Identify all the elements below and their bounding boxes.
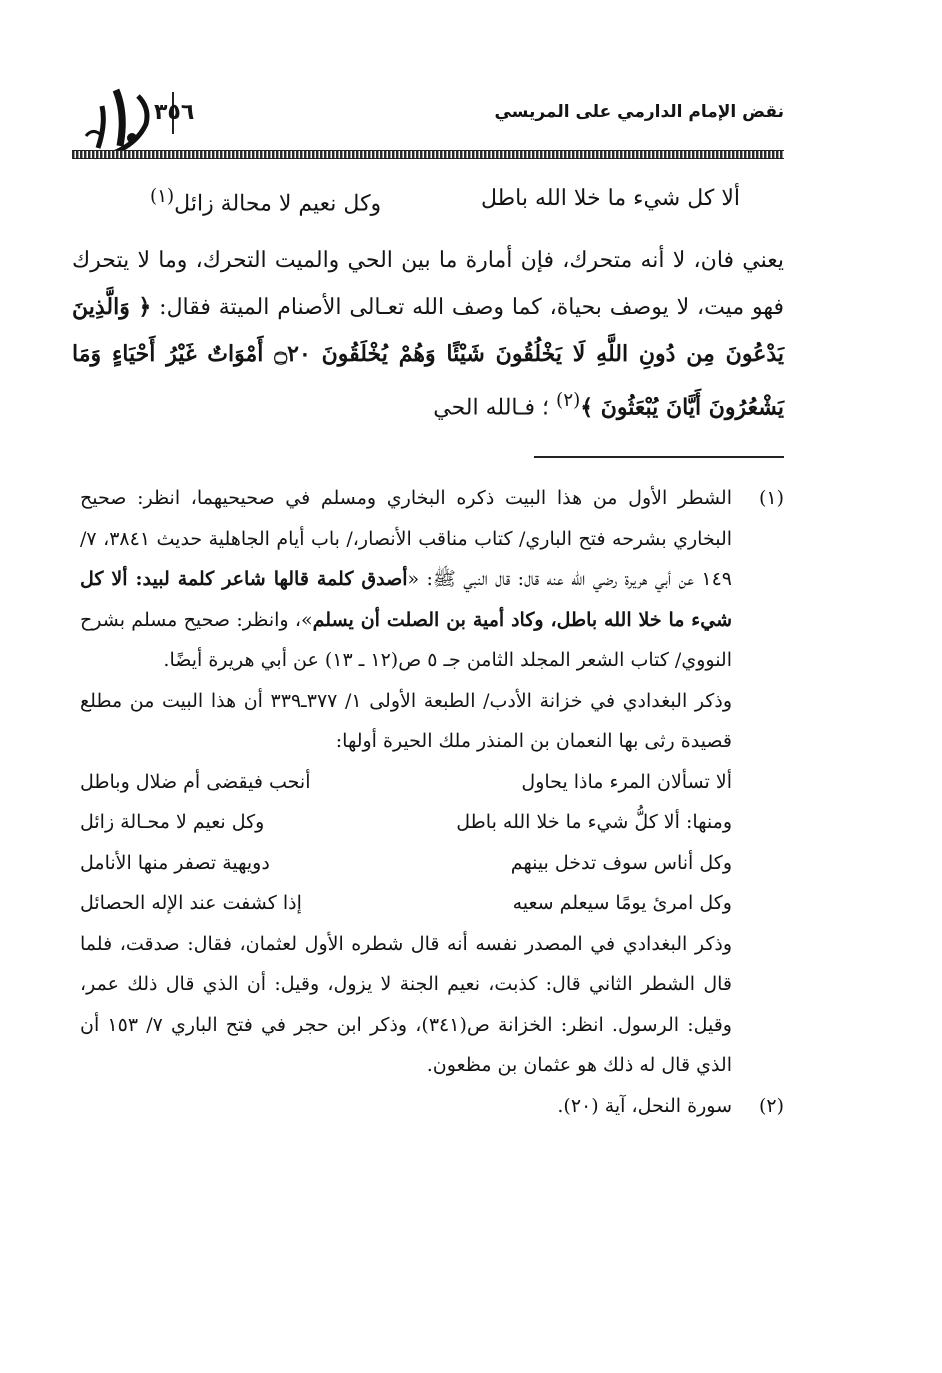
main-paragraph: يعني فان، لا أنه متحرك، فإن أمارة ما بين الحي والميت التحرك، وما لا يتحرك فهو ميت، لا يوصف بحياة، كما وصف الله تعـالى الأصنام الميتة فقال: ﴿ وَالَّذِينَ يَدْعُونَ مِن دُونِ اللَّهِ لَا يَخْلُقُونَ شَيْئًا وَهُمْ يُخْلَقُونَ ۝٢٠ أَمْوَاتٌ غَيْرُ أَحْيَاءٍ وَمَا يَشْعُرُونَ أَيَّانَ يُبْعَثُونَ ﴾$^{(٢)}$ ؛ فـالله الحي (72, 248, 785, 421)
header-rule (72, 150, 784, 159)
main-text (72, 238, 784, 431)
page-number: ٣٥٦ (154, 100, 195, 125)
quran-quote: ﴿ وَالَّذِينَ يَدْعُونَ مِن دُونِ اللَّهِ لَا يَخْلُقُونَ شَيْئًا وَهُمْ يُخْلَقُونَ ۝٢٠ أَمْوَاتٌ غَيْرُ أَحْيَاءٍ وَمَا يَشْعُرُونَ أَيَّانَ يُبْعَثُونَ ﴾ (72, 294, 785, 421)
footnote-2-text: سورة النحل، آية (٢٠). (557, 1094, 732, 1117)
footnote-1-ending: وذكر البغدادي في المصدر نفسه أنه قال شطره الأول لعثمان، فقال: صدقت، فلما قال الشطر الثاني قال: كذبت، نعيم الجنة لا يزول، وقيل: أن الذي قال ذلك عمر، وقيل: الرسول. انظر: الخزانة ص(٣٤١)، وذكر ابن حجر في فتح الباري ٧/ ١٥٣ أن الذي قال له ذلك هو عثمان بن مظعون. (80, 932, 732, 1076)
footnote-2 (80, 1086, 784, 1127)
footnote-number: (١) (758, 487, 784, 509)
footnote-ref-2: (٢) (556, 390, 581, 411)
footnote-ref-1: (١) (150, 186, 175, 207)
footnote-1-baghdadi: وذكر البغدادي في خزانة الأدب/ الطبعة الأولى ١/ ٣٧٧ـ٣٣٩ أن هذا البيت من مطلع قصيدة رثى بها النعمان بن المنذر ملك الحيرة أولها: (80, 689, 732, 752)
poem-line: وكل امرئ يومًا سيعلم سعيه إذا كشفت عند الإله الحصائل (80, 892, 732, 914)
poem-line: ألا تسألان المرء ماذا يحاول أنحب فيقضى أم ضلال وباطل (80, 770, 732, 793)
poem-line: ومنها: ألا كلُّ شيء ما خلا الله باطل وكل نعيم لا محـالة زائل (80, 811, 732, 833)
page-header (72, 84, 784, 160)
verse-line (150, 186, 740, 226)
poem (80, 762, 732, 924)
footnote-1-text: الشطر الأول من هذا البيت ذكره البخاري ومسلم في صحيحيهما، انظر: صحيح البخاري بشرحه فتح الباري/ كتاب مناقب الأنصار،/ باب أيام الجاهلية حديث ٣٨٤١، ٧/ ١٤٩ عن أبي هريرة رضي الله عنه قال: قال النبي ﷺ: «أصدق كلمة قالها شاعر كلمة لبيد: ألا كل شيء ما خلا الله باطل، وكاد أمية بن الصلت أن يسلم»، وانظر: صحيح مسلم بشرح النووي/ كتاب الشعر المجلد الثامن جـ ٥ ص(١٢ ـ ١٣) عن أبي هريرة أيضًا. (80, 487, 733, 671)
footnotes (80, 478, 784, 1126)
running-title: نقض الإمام الدارمي على المريسي (494, 102, 784, 122)
footnote-number: (٢) (758, 1094, 784, 1117)
verse-hemistich-2: وكل نعيم لا محالة زائل$^{(١)}$ (150, 186, 382, 217)
poem-line: وكل أناس سوف تدخل بينهم دويهية تصفر منها الأنامل (80, 851, 732, 874)
footnote-separator (534, 456, 784, 458)
footnote-1 (80, 478, 784, 1086)
verse-hemistich-1: ألا كل شيء ما خلا الله باطل (481, 186, 740, 211)
hadith-quote: أصدق كلمة قالها شاعر كلمة لبيد: ألا كل شيء ما خلا الله باطل، وكاد أمية بن الصلت أن يسلم (80, 568, 732, 631)
